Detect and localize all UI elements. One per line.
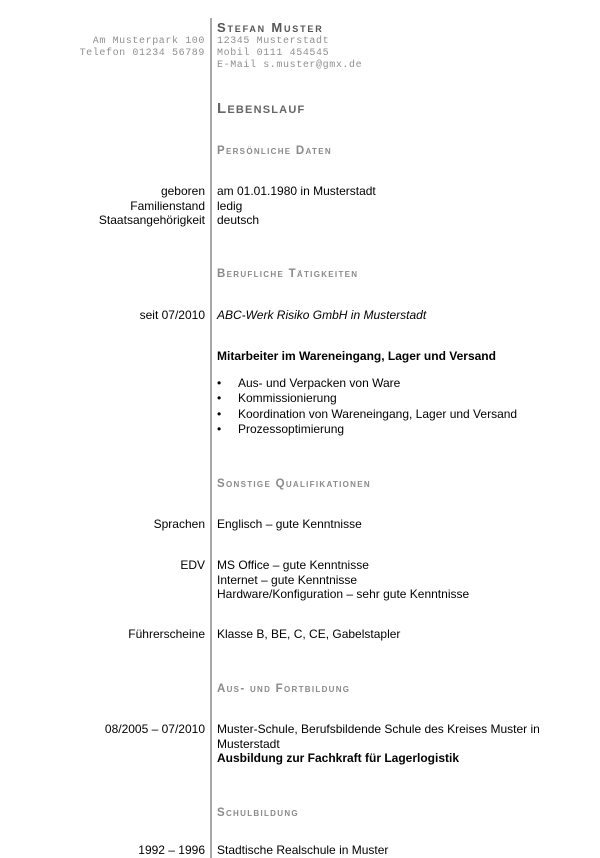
value-languages: Englisch – gute Kenntnisse — [217, 517, 362, 531]
label-marital-status: Familienstand — [130, 198, 205, 213]
education-date: 08/2005 – 07/2010 — [104, 722, 205, 736]
address-email: E-Mail s.muster@gmx.de — [217, 60, 363, 71]
it-skill: Hardware/Konfiguration – sehr gute Kenntnisse — [217, 587, 470, 601]
address-street: Am Musterpark 100 — [92, 36, 205, 47]
schooling-value: Stadtische Realschule in Muster — [217, 843, 389, 857]
it-skill: MS Office – gute Kenntnisse — [217, 558, 369, 572]
address-phone: Telefon 01234 56789 — [79, 48, 205, 59]
list-item: • Prozessoptimierung — [217, 422, 517, 437]
education-degree: Ausbildung zur Fachkraft für Lagerlogistik — [217, 751, 460, 765]
value-born: am 01.01.1980 in Musterstadt — [217, 184, 376, 198]
section-personal-heading: Persönliche Daten — [217, 145, 332, 157]
work-position: Mitarbeiter im Wareneingang, Lager und Versand — [217, 349, 496, 363]
section-education-heading: Aus- und Fortbildung — [217, 683, 351, 695]
value-it — [217, 558, 469, 602]
list-item: • Kommissionierung — [217, 391, 517, 406]
it-skill: Internet – gute Kenntnisse — [217, 572, 358, 587]
label-it: EDV — [180, 558, 205, 572]
address-mobile: Mobil 0111 454545 — [217, 48, 330, 59]
work-date: seit 07/2010 — [139, 308, 205, 322]
section-schooling-heading: Schulbildung — [217, 807, 299, 819]
label-licenses: Führerscheine — [128, 627, 205, 641]
education-school: Muster-Schule, Berufsbildende Schule des Kreises Muster in — [217, 722, 540, 736]
vertical-divider — [210, 18, 212, 858]
address-left — [80, 36, 205, 60]
education-school-city: Musterstadt — [217, 736, 280, 751]
value-marital-status: ledig — [217, 198, 243, 213]
schooling-date: 1992 – 1996 — [138, 843, 205, 857]
label-languages: Sprachen — [153, 517, 205, 531]
address-city: 12345 Musterstadt — [217, 36, 330, 47]
education-details — [217, 722, 540, 766]
work-task-list — [217, 376, 517, 437]
label-born: geboren — [160, 184, 205, 198]
address-right — [217, 36, 362, 72]
work-company: ABC-Werk Risiko GmbH in Musterstadt — [217, 308, 427, 322]
list-item: • Koordination von Wareneingang, Lager und Versand — [217, 407, 517, 422]
person-name: Stefan Muster — [217, 20, 324, 35]
section-work-heading: Berufliche Tätigkeiten — [217, 268, 359, 280]
value-nationality: deutsch — [217, 213, 260, 227]
personal-labels — [99, 184, 205, 228]
list-item: • Aus- und Verpacken von Ware — [217, 376, 517, 391]
value-licenses: Klasse B, BE, C, CE, Gabelstapler — [217, 627, 401, 641]
document-title: Lebenslauf — [217, 100, 306, 117]
section-qualifications-heading: Sonstige Qualifikationen — [217, 478, 371, 490]
personal-values — [217, 184, 376, 228]
label-nationality: Staatsangehörigkeit — [98, 213, 205, 227]
